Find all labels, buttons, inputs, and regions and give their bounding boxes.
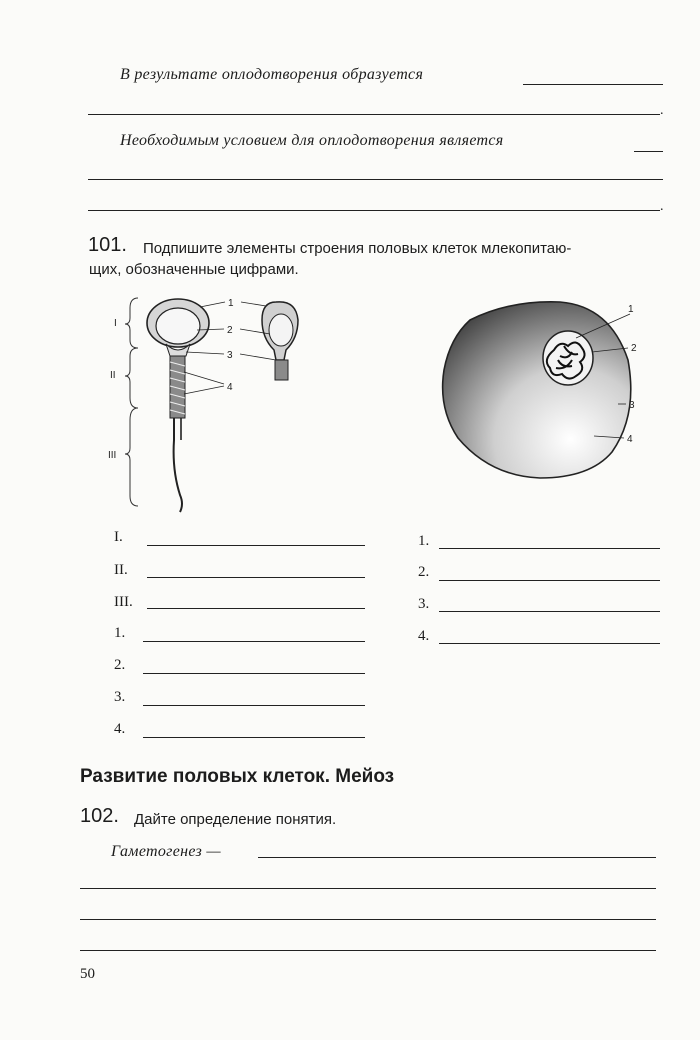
task-102-number: 102. [80,805,119,827]
sperm-callout-3: 3 [227,350,233,361]
answer-line[interactable] [143,737,365,738]
task-101-text-line2: щих, обозначенные цифрами. [89,261,299,278]
period-mark: . [660,103,664,118]
sperm-side-midpiece [275,360,288,380]
page-number: 50 [80,966,95,982]
answer-line[interactable] [439,548,660,549]
egg-diagram [430,290,670,490]
answer-line[interactable] [439,580,660,581]
brace-section-3 [125,408,138,506]
answer-line[interactable] [147,608,365,609]
answer-line[interactable] [147,545,365,546]
right-label: 1. [418,533,430,549]
section-label-3: III [108,450,117,461]
gametogenesis-term: Гаметогенез — [111,843,221,860]
egg-nucleus [543,331,593,385]
answer-line[interactable] [143,673,365,674]
sperm-callout-4: 4 [227,382,233,393]
answer-line[interactable] [258,857,656,858]
egg-callout-2: 2 [631,343,637,354]
sperm-nucleus [156,308,200,344]
right-label: 3. [418,596,430,612]
left-label: 1. [114,625,126,641]
left-label: 4. [114,721,126,737]
sperm-callout-1: 1 [228,298,234,309]
answer-line[interactable] [439,643,660,644]
right-label: 2. [418,564,430,580]
task-101-text-line1: Подпишите элементы строения половых клеток млекопитаю- [143,240,572,257]
answer-line[interactable] [88,210,660,211]
egg-callout-4: 4 [627,434,633,445]
left-label: 2. [114,657,126,673]
left-label: II. [114,562,128,578]
brace-section-2 [125,348,138,408]
egg-callout-1: 1 [628,304,634,315]
task-101-number: 101. [88,234,127,256]
answer-line[interactable] [143,705,365,706]
fertilization-question-1: В результате оплодотворения образуется [120,66,424,83]
answer-line[interactable] [80,919,656,920]
answer-line[interactable] [439,611,660,612]
left-label: 3. [114,689,126,705]
right-label: 4. [418,628,430,644]
sperm-callout-2: 2 [227,325,233,336]
answer-line[interactable] [634,151,663,152]
brace-section-1 [125,298,138,348]
answer-line[interactable] [80,888,656,889]
sperm-diagram [100,290,330,515]
section-label-1: I [114,318,117,329]
left-label: I. [114,529,123,545]
answer-line[interactable] [523,84,663,85]
task-102-text: Дайте определение понятия. [134,811,337,828]
answer-line[interactable] [80,950,656,951]
answer-line[interactable] [88,179,663,180]
section-label-2: II [110,370,116,381]
left-label: III. [114,594,133,610]
fertilization-question-2: Необходимым условием для оплодотворения является [120,132,504,149]
answer-line[interactable] [147,577,365,578]
answer-line[interactable] [143,641,365,642]
answer-line[interactable] [88,114,660,115]
egg-cell [443,302,631,478]
period-mark: . [660,199,664,214]
section-heading: Развитие половых клеток. Мейоз [80,766,395,787]
egg-callout-3: 3 [629,400,635,411]
